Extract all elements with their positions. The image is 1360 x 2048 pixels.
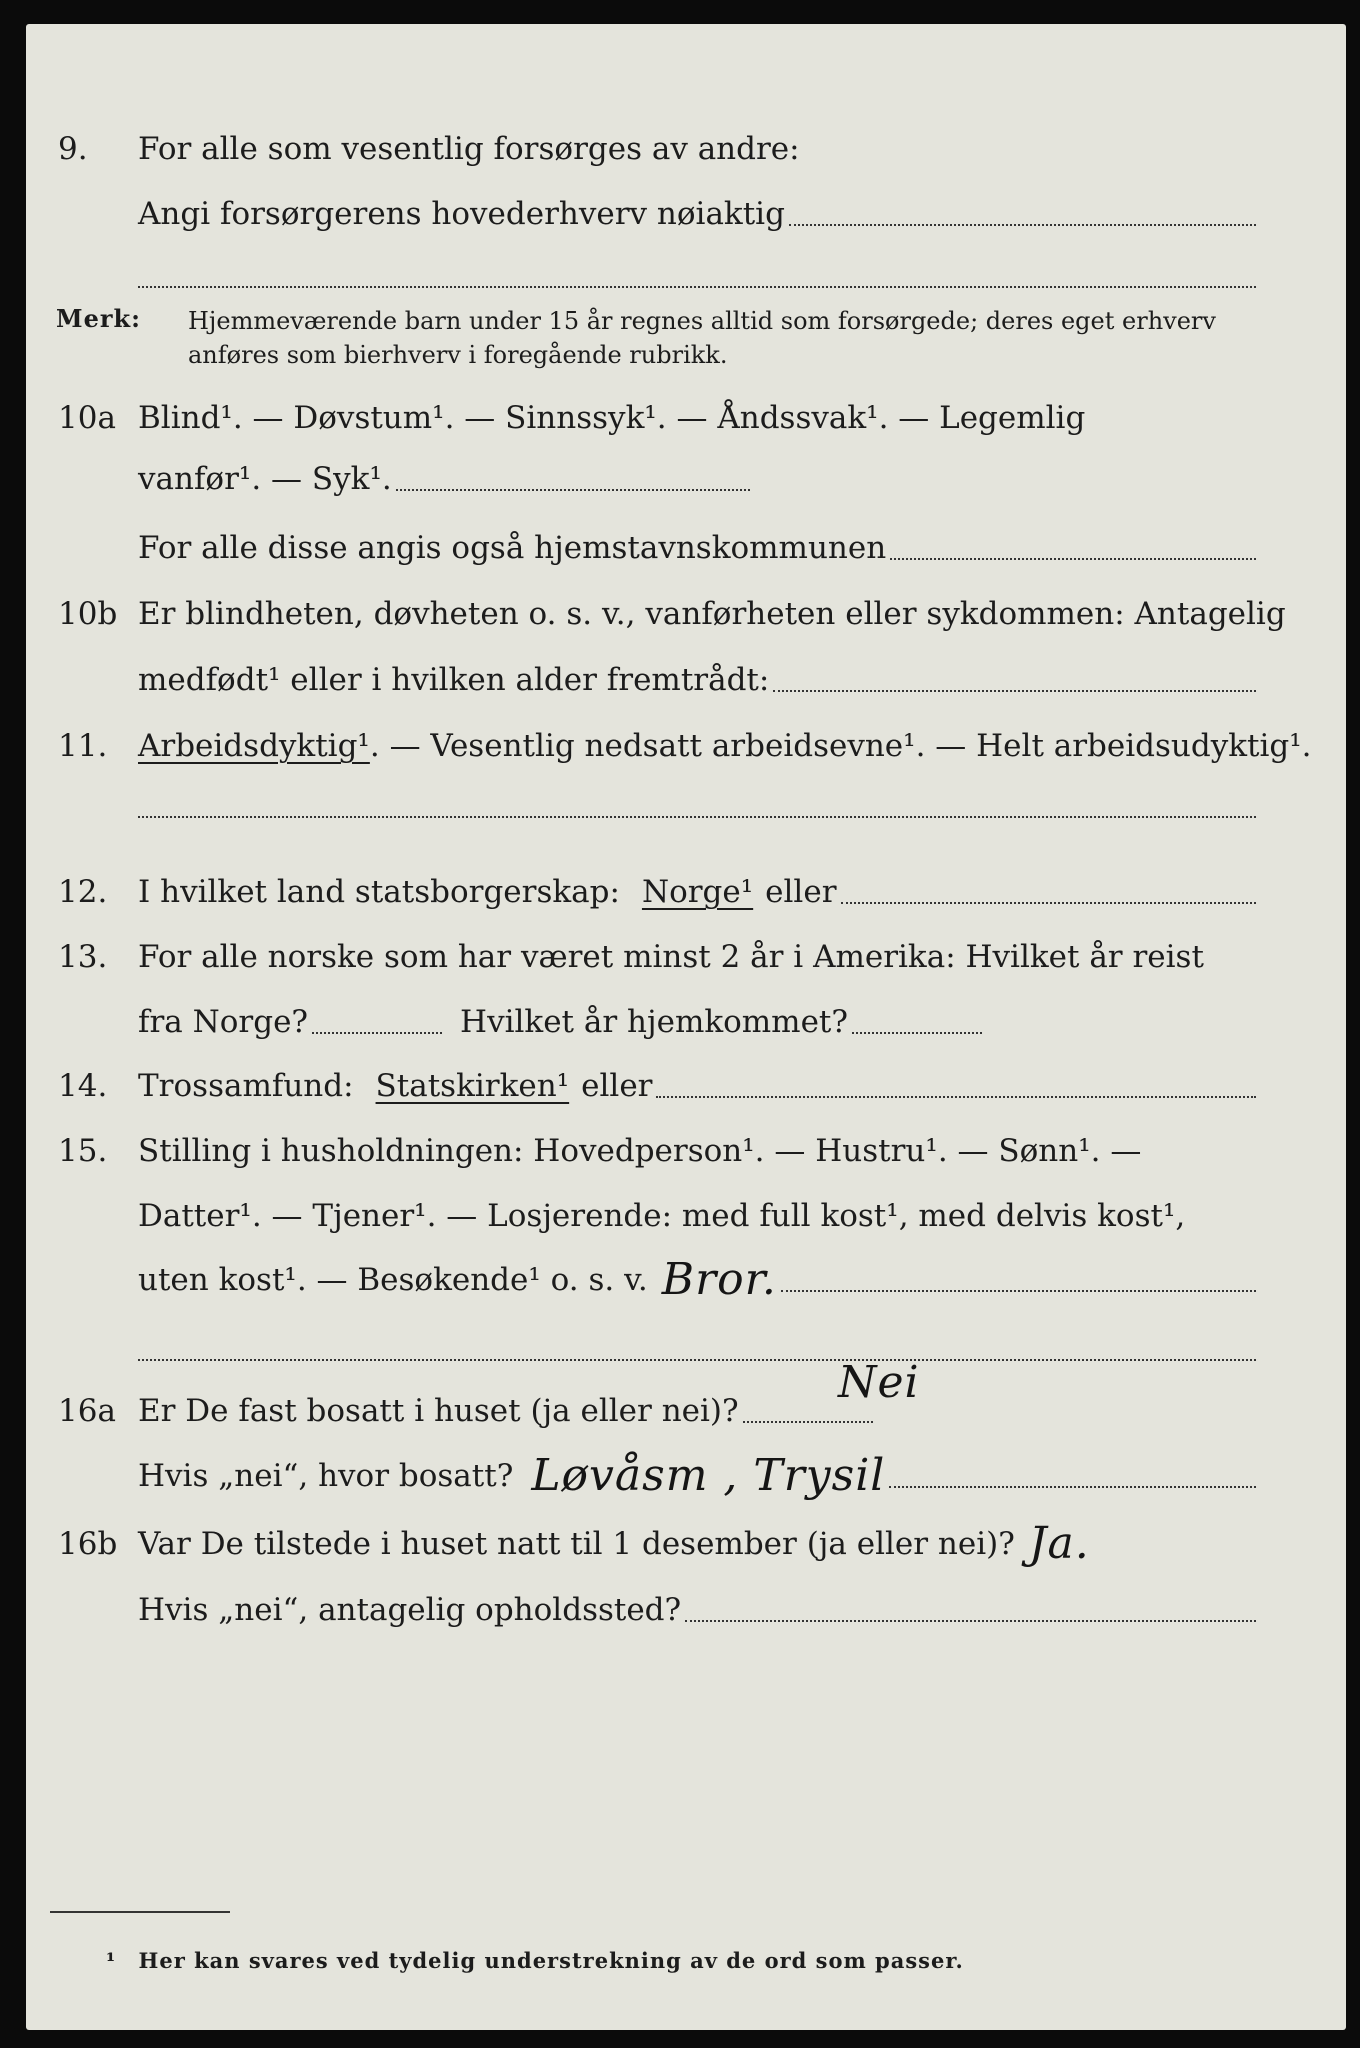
- question-text: fra Norge?: [138, 1004, 309, 1040]
- question-text: uten kost¹. — Besøkende¹ o. s. v.: [138, 1262, 648, 1298]
- census-form-page: [26, 24, 1346, 2030]
- answer-line[interactable]: [890, 558, 1256, 560]
- answer-line[interactable]: [889, 1486, 1256, 1488]
- question-text: Trossamfund:: [138, 1068, 354, 1104]
- question-text: eller: [581, 1068, 653, 1104]
- answer-line[interactable]: [656, 1096, 1256, 1098]
- option-norge[interactable]: Norge¹: [641, 874, 754, 910]
- handwritten-answer: Bror.: [661, 1254, 777, 1305]
- merk-label: Merk:: [56, 304, 141, 333]
- answer-line[interactable]: [138, 286, 1256, 288]
- question-number: 12.: [58, 874, 108, 910]
- question-number: 14.: [58, 1068, 108, 1104]
- footnote-mark: ¹: [106, 1948, 117, 1973]
- answer-line[interactable]: [396, 489, 750, 491]
- question-text: For alle disse angis også hjemstavnskommunen: [138, 530, 887, 566]
- question-text: Datter¹. — Tjener¹. — Losjerende: med full kost¹, med delvis kost¹,: [138, 1198, 1186, 1234]
- question-text: Hvilket år hjemkommet?: [460, 1004, 849, 1040]
- question-text: Var De tilstede i huset natt til 1 desember (ja eller nei)?: [138, 1526, 1015, 1562]
- option-statskirken[interactable]: Statskirken¹: [375, 1068, 570, 1104]
- question-number: 15.: [58, 1133, 108, 1169]
- question-text: Blind¹. — Døvstum¹. — Sinnssyk¹. — Åndssvak¹. — Legemlig: [138, 400, 1086, 436]
- question-text: vanfør¹. — Syk¹.: [138, 461, 392, 497]
- answer-line[interactable]: [743, 1421, 873, 1423]
- question-number: 16b: [58, 1526, 118, 1562]
- question-text: For alle norske som har været minst 2 år i Amerika: Hvilket år reist: [138, 939, 1204, 975]
- question-text: Angi forsørgerens hovederhverv nøiaktig: [138, 196, 785, 232]
- option-arbeidsdyktig[interactable]: Arbeidsdyktig¹: [138, 728, 370, 764]
- answer-line[interactable]: [685, 1620, 1256, 1622]
- question-text: I hvilket land statsborgerskap:: [138, 874, 620, 910]
- question-text: Stilling i husholdningen: Hovedperson¹. — Hustru¹. — Sønn¹. —: [138, 1133, 1142, 1169]
- question-text: For alle som vesentlig forsørges av andre:: [138, 131, 800, 167]
- footnote-divider: [50, 1911, 230, 1913]
- question-number: 16a: [58, 1393, 116, 1429]
- question-number: 11.: [58, 728, 108, 764]
- question-text: Er blindheten, døvheten o. s. v., vanførheten eller sykdommen: Antagelig: [138, 596, 1286, 632]
- handwritten-answer: Ja.: [1028, 1518, 1090, 1569]
- answer-line[interactable]: [789, 224, 1256, 226]
- question-text: medfødt¹ eller i hvilken alder fremtrådt:: [138, 662, 770, 698]
- answer-line[interactable]: [841, 902, 1256, 904]
- answer-line[interactable]: [138, 1359, 1256, 1361]
- question-number: 10a: [58, 400, 116, 436]
- merk-note: Hjemmeværende barn under 15 år regnes alltid som forsørgede; deres eget erhverv anføres som bierhverv i foregående rubrikk.: [188, 307, 1216, 369]
- handwritten-answer: Løvåsm , Trysil: [531, 1450, 886, 1501]
- footnote: [106, 1948, 964, 1973]
- question-number: 9.: [58, 131, 88, 167]
- answer-line[interactable]: [773, 690, 1256, 692]
- question-text: Hvis „nei“, antagelig opholdssted?: [138, 1592, 682, 1628]
- answer-line[interactable]: [138, 816, 1256, 818]
- answer-line-hjemkommet[interactable]: [852, 1032, 982, 1034]
- answer-line[interactable]: [781, 1290, 1256, 1292]
- question-text: Er De fast bosatt i huset (ja eller nei)?: [138, 1393, 739, 1429]
- question-number: 13.: [58, 939, 108, 975]
- handwritten-answer: Nei: [838, 1357, 920, 1408]
- question-text: . — Vesentlig nedsatt arbeidsevne¹. — Helt arbeidsudyktig¹.: [369, 728, 1312, 764]
- answer-line-reist[interactable]: [312, 1032, 442, 1034]
- footnote-text: Her kan svares ved tydelig understrekning av de ord som passer.: [138, 1948, 964, 1973]
- question-number: 10b: [58, 596, 118, 632]
- question-text: eller: [765, 874, 837, 910]
- question-text: Hvis „nei“, hvor bosatt?: [138, 1458, 514, 1494]
